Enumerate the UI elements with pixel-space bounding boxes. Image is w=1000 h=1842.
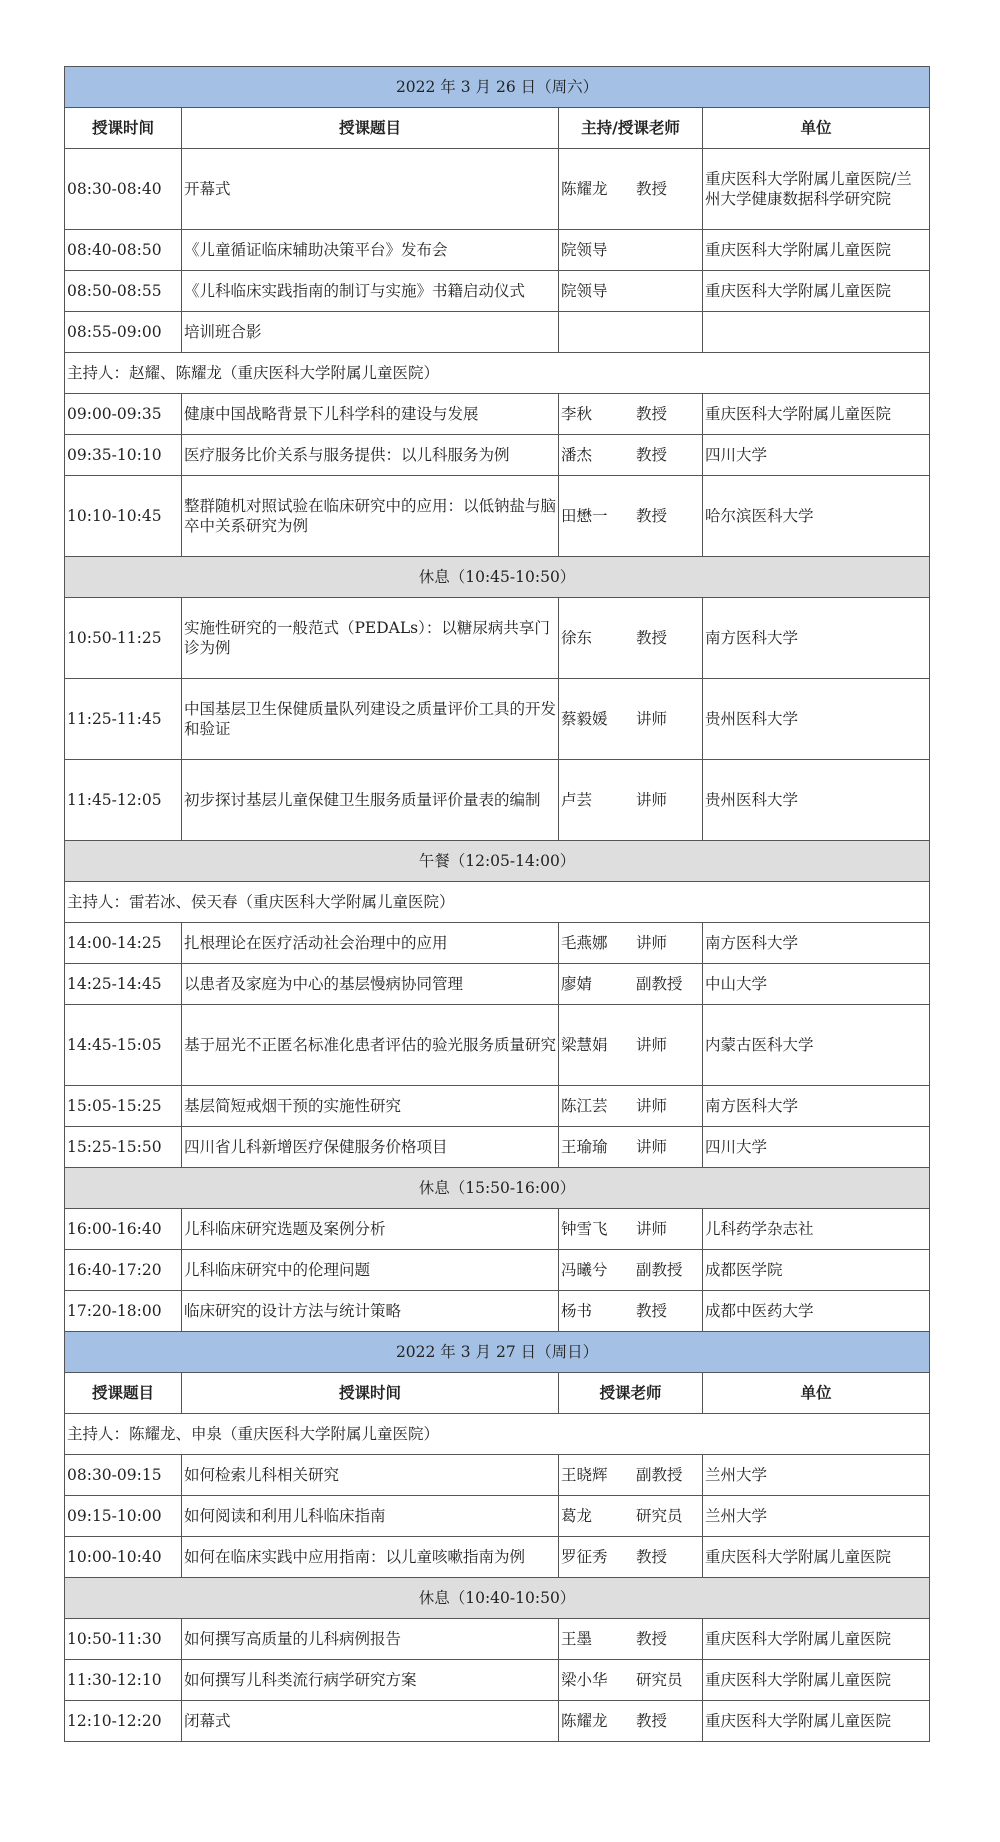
teacher-title: 教授 — [636, 1630, 668, 1648]
session-topic: 医疗服务比价关系与服务提供：以儿科服务为例 — [182, 435, 559, 476]
session-teacher — [559, 923, 703, 964]
session-time: 10:00-10:40 — [65, 1537, 182, 1578]
break-label: 休息（10:40-10:50） — [65, 1578, 930, 1619]
teacher-name: 陈江芸 — [561, 1097, 608, 1115]
session-unit: 成都中医药大学 — [703, 1291, 930, 1332]
teacher-name: 卢芸 — [561, 791, 593, 809]
session-topic: 儿科临床研究中的伦理问题 — [182, 1250, 559, 1291]
column-header: 授课题目 — [65, 1373, 182, 1414]
session-unit: 重庆医科大学附属儿童医院 — [703, 230, 930, 271]
session-topic: 中国基层卫生保健质量队列建设之质量评价工具的开发和验证 — [182, 679, 559, 760]
session-unit: 兰州大学 — [703, 1496, 930, 1537]
column-header: 授课时间 — [65, 108, 182, 149]
session-teacher — [559, 1209, 703, 1250]
session-unit: 兰州大学 — [703, 1455, 930, 1496]
session-topic: 基层简短戒烟干预的实施性研究 — [182, 1086, 559, 1127]
teacher-title: 教授 — [636, 180, 668, 198]
session-row — [65, 271, 930, 312]
session-topic: 健康中国战略背景下儿科学科的建设与发展 — [182, 394, 559, 435]
session-time: 09:35-10:10 — [65, 435, 182, 476]
session-teacher — [559, 598, 703, 679]
session-time: 08:30-09:15 — [65, 1455, 182, 1496]
session-teacher — [559, 760, 703, 841]
teacher-name: 葛龙 — [561, 1507, 593, 1525]
session-time: 08:40-08:50 — [65, 230, 182, 271]
teacher-name: 杨书 — [561, 1302, 593, 1320]
teacher-title: 教授 — [636, 446, 668, 464]
session-teacher — [559, 435, 703, 476]
session-topic: 扎根理论在医疗活动社会治理中的应用 — [182, 923, 559, 964]
session-row — [65, 1660, 930, 1701]
host-line-row — [65, 882, 930, 923]
session-time: 12:10-12:20 — [65, 1701, 182, 1742]
column-header: 单位 — [703, 1373, 930, 1414]
session-time: 10:50-11:30 — [65, 1619, 182, 1660]
session-unit: 儿科药学杂志社 — [703, 1209, 930, 1250]
session-time: 14:45-15:05 — [65, 1005, 182, 1086]
teacher-name: 徐东 — [561, 629, 593, 647]
teacher-title: 讲师 — [636, 1097, 668, 1115]
session-teacher — [559, 679, 703, 760]
session-topic: 《儿科临床实践指南的制订与实施》书籍启动仪式 — [182, 271, 559, 312]
session-time: 09:15-10:00 — [65, 1496, 182, 1537]
session-row — [65, 760, 930, 841]
session-row — [65, 1537, 930, 1578]
session-unit: 内蒙古医科大学 — [703, 1005, 930, 1086]
session-unit: 重庆医科大学附属儿童医院 — [703, 271, 930, 312]
break-label: 休息（10:45-10:50） — [65, 557, 930, 598]
lunch-label: 午餐（12:05-14:00） — [65, 841, 930, 882]
session-time: 08:55-09:00 — [65, 312, 182, 353]
session-teacher — [559, 1005, 703, 1086]
teacher-title: 讲师 — [636, 791, 668, 809]
session-time: 14:00-14:25 — [65, 923, 182, 964]
session-teacher — [559, 149, 703, 230]
session-teacher — [559, 1496, 703, 1537]
session-row — [65, 1496, 930, 1537]
session-time: 11:30-12:10 — [65, 1660, 182, 1701]
teacher-title: 讲师 — [636, 934, 668, 952]
host-line: 主持人：赵耀、陈耀龙（重庆医科大学附属儿童医院） — [65, 353, 930, 394]
session-unit: 重庆医科大学附属儿童医院 — [703, 1619, 930, 1660]
session-unit: 中山大学 — [703, 964, 930, 1005]
session-topic: 如何撰写高质量的儿科病例报告 — [182, 1619, 559, 1660]
teacher-name: 李秋 — [561, 405, 593, 423]
session-time: 11:45-12:05 — [65, 760, 182, 841]
teacher-name: 冯曦兮 — [561, 1261, 608, 1279]
session-topic: 培训班合影 — [182, 312, 559, 353]
session-row — [65, 1086, 930, 1127]
teacher-title: 教授 — [636, 629, 668, 647]
teacher-name: 毛燕娜 — [561, 934, 608, 952]
session-row — [65, 1250, 930, 1291]
session-row — [65, 394, 930, 435]
session-teacher — [559, 1086, 703, 1127]
teacher-title: 教授 — [636, 405, 668, 423]
break-label-row — [65, 1168, 930, 1209]
session-teacher — [559, 1127, 703, 1168]
session-row — [65, 964, 930, 1005]
session-time: 17:20-18:00 — [65, 1291, 182, 1332]
session-time: 15:25-15:50 — [65, 1127, 182, 1168]
session-unit: 重庆医科大学附属儿童医院 — [703, 1701, 930, 1742]
teacher-name: 院领导 — [561, 282, 608, 300]
date-header-row — [65, 1332, 930, 1373]
break-label: 休息（15:50-16:00） — [65, 1168, 930, 1209]
teacher-name: 蔡毅媛 — [561, 710, 608, 728]
session-unit: 哈尔滨医科大学 — [703, 476, 930, 557]
teacher-title: 教授 — [636, 1548, 668, 1566]
column-header-row — [65, 1373, 930, 1414]
session-topic: 临床研究的设计方法与统计策略 — [182, 1291, 559, 1332]
teacher-title: 研究员 — [636, 1507, 683, 1525]
schedule-body — [65, 67, 930, 1742]
session-topic: 四川省儿科新增医疗保健服务价格项目 — [182, 1127, 559, 1168]
session-row — [65, 1209, 930, 1250]
column-header: 授课题目 — [182, 108, 559, 149]
teacher-name: 梁慧娟 — [561, 1036, 608, 1054]
session-row — [65, 1005, 930, 1086]
session-unit: 重庆医科大学附属儿童医院 — [703, 1660, 930, 1701]
session-topic: 开幕式 — [182, 149, 559, 230]
session-unit: 南方医科大学 — [703, 1086, 930, 1127]
teacher-name: 梁小华 — [561, 1671, 608, 1689]
teacher-name: 陈耀龙 — [561, 1712, 608, 1730]
teacher-title: 研究员 — [636, 1671, 683, 1689]
date-header: 2022 年 3 月 27 日（周日） — [65, 1332, 930, 1373]
break-label-row — [65, 1578, 930, 1619]
session-row — [65, 476, 930, 557]
session-topic: 儿科临床研究选题及案例分析 — [182, 1209, 559, 1250]
teacher-name: 潘杰 — [561, 446, 593, 464]
break-label-row — [65, 557, 930, 598]
teacher-title: 教授 — [636, 1302, 668, 1320]
session-unit: 成都医学院 — [703, 1250, 930, 1291]
session-time: 08:30-08:40 — [65, 149, 182, 230]
session-topic: 如何阅读和利用儿科临床指南 — [182, 1496, 559, 1537]
session-unit: 贵州医科大学 — [703, 760, 930, 841]
session-teacher — [559, 312, 703, 353]
teacher-name: 院领导 — [561, 241, 608, 259]
date-header-row — [65, 67, 930, 108]
session-topic: 基于屈光不正匿名标准化患者评估的验光服务质量研究 — [182, 1005, 559, 1086]
teacher-title: 副教授 — [636, 1261, 683, 1279]
teacher-title: 副教授 — [636, 975, 683, 993]
session-row — [65, 1127, 930, 1168]
session-teacher — [559, 1660, 703, 1701]
session-time: 09:00-09:35 — [65, 394, 182, 435]
date-header: 2022 年 3 月 26 日（周六） — [65, 67, 930, 108]
session-unit: 重庆医科大学附属儿童医院/兰州大学健康数据科学研究院 — [703, 149, 930, 230]
session-time: 08:50-08:55 — [65, 271, 182, 312]
session-teacher — [559, 394, 703, 435]
session-unit: 四川大学 — [703, 435, 930, 476]
column-header: 单位 — [703, 108, 930, 149]
session-row — [65, 679, 930, 760]
session-time: 14:25-14:45 — [65, 964, 182, 1005]
host-line-row — [65, 353, 930, 394]
session-row — [65, 312, 930, 353]
session-row — [65, 149, 930, 230]
teacher-name: 廖婧 — [561, 975, 593, 993]
session-teacher — [559, 230, 703, 271]
teacher-name: 陈耀龙 — [561, 180, 608, 198]
session-row — [65, 1291, 930, 1332]
lunch-label-row — [65, 841, 930, 882]
host-line-row — [65, 1414, 930, 1455]
teacher-title: 副教授 — [636, 1466, 683, 1484]
teacher-name: 田懋一 — [561, 507, 608, 525]
session-unit: 贵州医科大学 — [703, 679, 930, 760]
column-header: 主持/授课老师 — [559, 108, 703, 149]
session-topic: 以患者及家庭为中心的基层慢病协同管理 — [182, 964, 559, 1005]
session-teacher — [559, 1537, 703, 1578]
teacher-title: 讲师 — [636, 1036, 668, 1054]
column-header: 授课老师 — [559, 1373, 703, 1414]
teacher-name: 王晓辉 — [561, 1466, 608, 1484]
session-topic: 实施性研究的一般范式（PEDALs）：以糖尿病共享门诊为例 — [182, 598, 559, 679]
session-teacher — [559, 1291, 703, 1332]
teacher-title: 讲师 — [636, 1138, 668, 1156]
host-line: 主持人：陈耀龙、申泉（重庆医科大学附属儿童医院） — [65, 1414, 930, 1455]
session-teacher — [559, 1701, 703, 1742]
session-unit: 重庆医科大学附属儿童医院 — [703, 394, 930, 435]
session-topic: 如何检索儿科相关研究 — [182, 1455, 559, 1496]
session-time: 10:50-11:25 — [65, 598, 182, 679]
session-unit: 重庆医科大学附属儿童医院 — [703, 1537, 930, 1578]
session-topic: 《儿童循证临床辅助决策平台》发布会 — [182, 230, 559, 271]
teacher-title: 教授 — [636, 507, 668, 525]
session-row — [65, 435, 930, 476]
session-row — [65, 230, 930, 271]
session-time: 16:40-17:20 — [65, 1250, 182, 1291]
teacher-name: 罗征秀 — [561, 1548, 608, 1566]
session-unit: 南方医科大学 — [703, 923, 930, 964]
host-line: 主持人：雷若冰、侯天春（重庆医科大学附属儿童医院） — [65, 882, 930, 923]
session-teacher — [559, 964, 703, 1005]
session-time: 15:05-15:25 — [65, 1086, 182, 1127]
session-time: 10:10-10:45 — [65, 476, 182, 557]
column-header: 授课时间 — [182, 1373, 559, 1414]
session-teacher — [559, 1250, 703, 1291]
teacher-title: 讲师 — [636, 1220, 668, 1238]
teacher-name: 钟雪飞 — [561, 1220, 608, 1238]
session-topic: 如何撰写儿科类流行病学研究方案 — [182, 1660, 559, 1701]
session-teacher — [559, 476, 703, 557]
session-topic: 闭幕式 — [182, 1701, 559, 1742]
session-topic: 整群随机对照试验在临床研究中的应用：以低钠盐与脑卒中关系研究为例 — [182, 476, 559, 557]
session-row — [65, 598, 930, 679]
session-topic: 如何在临床实践中应用指南：以儿童咳嗽指南为例 — [182, 1537, 559, 1578]
session-unit: 南方医科大学 — [703, 598, 930, 679]
session-unit — [703, 312, 930, 353]
session-row — [65, 923, 930, 964]
session-teacher — [559, 1455, 703, 1496]
session-unit: 四川大学 — [703, 1127, 930, 1168]
session-topic: 初步探讨基层儿童保健卫生服务质量评价量表的编制 — [182, 760, 559, 841]
session-row — [65, 1619, 930, 1660]
teacher-name: 王瑜瑜 — [561, 1138, 608, 1156]
teacher-name: 王墨 — [561, 1630, 593, 1648]
session-teacher — [559, 271, 703, 312]
session-teacher — [559, 1619, 703, 1660]
session-row — [65, 1455, 930, 1496]
schedule-table — [64, 66, 930, 1742]
column-header-row — [65, 108, 930, 149]
teacher-title: 教授 — [636, 1712, 668, 1730]
session-row — [65, 1701, 930, 1742]
teacher-title: 讲师 — [636, 710, 668, 728]
session-time: 11:25-11:45 — [65, 679, 182, 760]
session-time: 16:00-16:40 — [65, 1209, 182, 1250]
